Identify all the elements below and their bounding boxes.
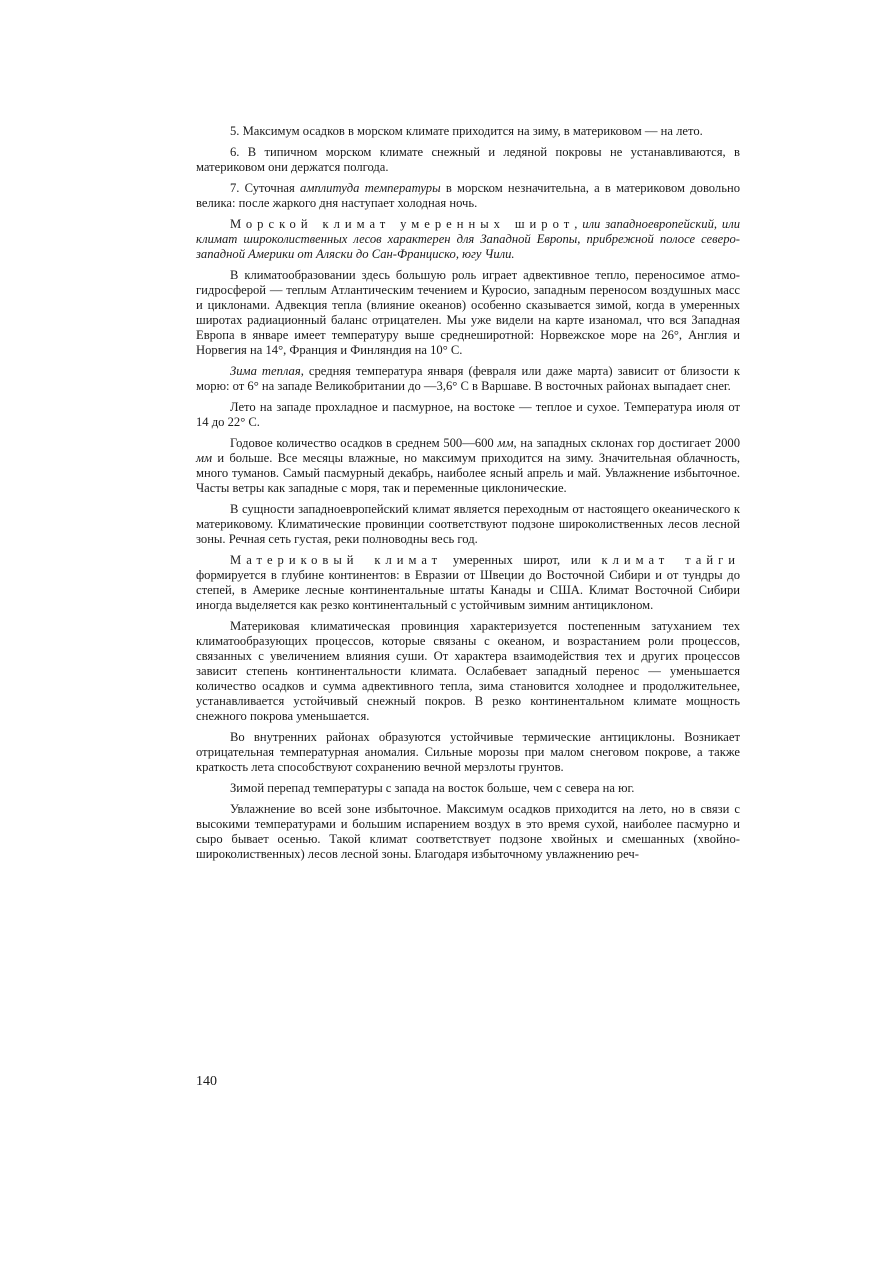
paragraph-precipitation bbox=[196, 436, 740, 496]
p7-italic-term: амплитуда температуры bbox=[300, 181, 441, 195]
winter-term: Зима теплая bbox=[230, 364, 301, 378]
paragraph-winter bbox=[196, 364, 740, 394]
paragraph-6: 6. В типичном морском климате снежный и ледяной покровы не устанавливаются, в материковом они держатся полгода. bbox=[196, 145, 740, 174]
continental-climate-desc: формируется в глубине континентов: в Евразии от Швеции до Восточной Сибири и от тундры до степей, в Америке лесные континентальные штаты Канады и США. Климат Восточной Сибири иногда выделяется как резко континентальный с устойчивым зимним антициклоном. bbox=[196, 568, 740, 612]
paragraph-humidity: Увлажнение во всей зоне избыточное. Максимум осадков приходится на лето, но в связи с высокими температурами и большим испарением воздух в это время сухой, наиболее пасмурно и сыро бывает осенью. Такой климат соответствует подзоне хвойных и смешанных (хвойно-широколиственных) лесов лесной зоны. Благодаря избыточному увлажнению реч- bbox=[196, 802, 740, 861]
continental-climate-mid: умеренных широт, или bbox=[442, 553, 602, 567]
paragraph-continental-province: Материковая климатическая провинция характеризуется постепенным затуханием тех климатообразующих процессов, которые связаны с океаном, и возрастанием роли процессов, связанных с увеличением влияния суши. От характера взаимодействия тех и других процессов зависит степень континентальности климата. Ослабевает западный перенос — уменьшается количество осадков и сумма адвективного тепла, зима становится холоднее и продолжительнее, устанавливается устойчивый снежный покров. В резко континентальном климате мощность снежного покрова уменьшается. bbox=[196, 619, 740, 723]
paragraph-temperature-gradient: Зимой перепад температуры с запада на восток больше, чем с севера на юг. bbox=[230, 781, 635, 795]
paragraph-summer: Лето на западе прохладное и пасмурное, на востоке — теплое и сухое. Температура июля от 14 до 22° С. bbox=[196, 400, 740, 429]
maritime-climate-term: Морской климат умеренных широт bbox=[230, 217, 575, 231]
paragraph-anticyclones: Во внутренних районах образуются устойчивые термические антициклоны. Возникает отрицательная температурная аномалия. Сильные морозы при малом снеговом покрове, а также краткость лета способствуют сохранению вечной мерзлоты грунтов. bbox=[196, 730, 740, 774]
taiga-climate-term: климат тайги bbox=[601, 553, 740, 567]
paragraph-7 bbox=[196, 181, 740, 211]
paragraph-maritime-climate bbox=[196, 217, 740, 262]
winter-desc: , средняя температура января (февраля или даже марта) зависит от близости к морю: от 6° на западе Великобритании до —3,6° С в Варшаве. В восточных районах выпадает снег. bbox=[196, 364, 740, 393]
p7-rest: в морском незначительна, а в материковом довольно велика: после жаркого дня наступает холодная ночь. bbox=[196, 181, 740, 210]
page-number: 140 bbox=[196, 1074, 217, 1089]
precip-a: Годовое количество осадков в среднем 500—600 bbox=[230, 436, 498, 450]
p7-lead: 7. Суточная bbox=[230, 181, 301, 195]
precip-c: и больше. Все месяцы влажные, но максимум приходится на зиму. Значительная облачность, много туманов. Самый пасмурный декабрь, наиболее ясный апрель и май. Увлажнение избыточное. Часты ветры как западные с моря, так и переменные циклонические. bbox=[196, 451, 740, 495]
precip-b: , на западных склонах гор достигает 2000 bbox=[513, 436, 740, 450]
paragraph-advection: В климатообразовании здесь большую роль играет адвективное тепло, переносимое атмо-гидросферой — теплым Атлантическим течением и Куросио, западным переносом воздушных масс и циклонами. Адвекция тепла (влияние океанов) особенно сказывается зимой, когда в умеренных широтах радиационный баланс отрицателен. Мы уже видели на карте изаномал, что вся Западная Европа в январе имеет температуру выше среднеширотной: Норвежское море на 26°, Англия и Норвегия на 14°, Франция и Финляндия на 10° С. bbox=[196, 268, 740, 357]
paragraph-5: 5. Максимум осадков в морском климате приходится на зиму, в материковом — на лето. bbox=[230, 124, 703, 138]
precip-unit-1: мм bbox=[497, 436, 514, 450]
page-text bbox=[196, 124, 740, 868]
precip-unit-2: мм bbox=[196, 451, 213, 465]
maritime-climate-desc: , или западноевропейский, или климат широколиственных лесов характерен для Западной Европы, прибрежной полосе северо-западной Америки от Аляски до Сан-Франциско, югу Чили. bbox=[196, 217, 740, 261]
continental-climate-term: Материковый климат bbox=[230, 553, 443, 567]
paragraph-continental-climate bbox=[196, 553, 740, 613]
paragraph-transitional: В сущности западноевропейский климат является переходным от настоящего океанического к материковому. Климатические провинции соответствуют подзоне широколиственных лесов лесной зоны. Речная сеть густая, реки полноводны весь год. bbox=[196, 502, 740, 546]
